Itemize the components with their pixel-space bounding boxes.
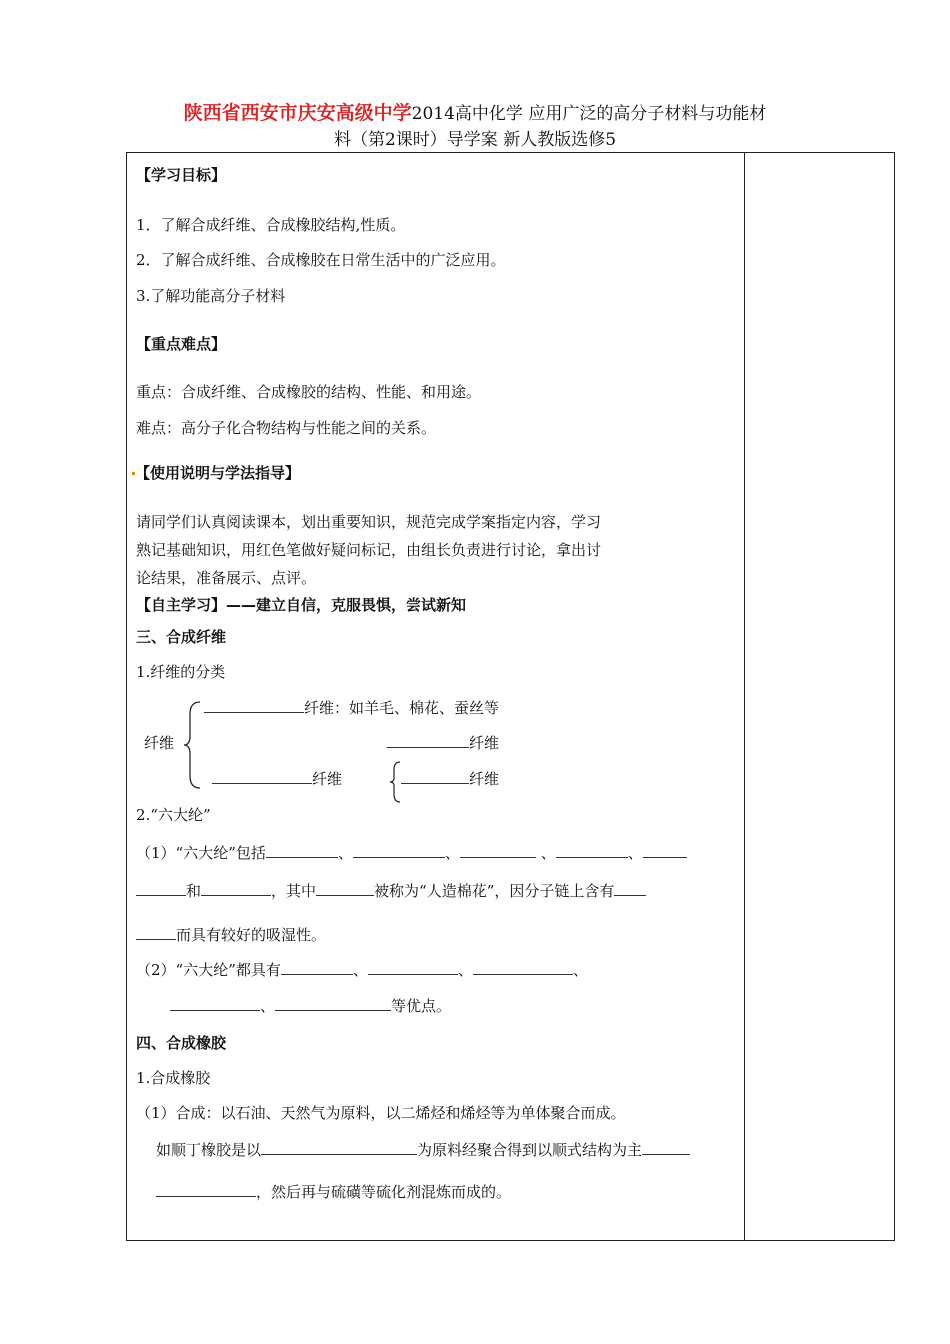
blank[interactable] bbox=[643, 843, 687, 858]
blank[interactable] bbox=[401, 769, 469, 784]
fiber-label: 纤维 bbox=[144, 734, 175, 752]
blank[interactable] bbox=[353, 843, 445, 858]
blank[interactable] bbox=[136, 881, 186, 896]
key-focus: 重点：合成纤维、合成橡胶的结构、性能、和用途。 bbox=[136, 383, 482, 401]
fiber-branch-2: 纤维 bbox=[387, 733, 499, 753]
six-lun-q1-line1: （1）“六大纶”包括 、 、 、 、 bbox=[136, 843, 687, 863]
fiber-branch-1: 纤维：如羊毛、棉花、蚕丝等 bbox=[204, 698, 499, 718]
section4-heading: 四、合成橡胶 bbox=[136, 1034, 227, 1052]
blank[interactable] bbox=[473, 960, 573, 975]
six-lun-q2-line2: 、 等优点。 bbox=[170, 996, 451, 1016]
usage-line-2: 熟记基础知识，用红色笔做好疑问标记，由组长负责进行讨论，拿出讨 bbox=[136, 541, 602, 559]
page-title bbox=[120, 100, 830, 153]
blank[interactable] bbox=[275, 996, 391, 1011]
usage-heading: 【使用说明与学法指导】 bbox=[132, 463, 300, 483]
small-brace-icon bbox=[388, 760, 402, 804]
goal-item-1: 1．了解合成纤维、合成橡胶结构,性质。 bbox=[136, 216, 406, 234]
usage-line-1: 请同学们认真阅读课本，划出重要知识，规范完成学案指定内容，学习 bbox=[136, 513, 602, 531]
blank[interactable] bbox=[460, 843, 536, 858]
blank[interactable] bbox=[201, 881, 271, 896]
blank[interactable] bbox=[614, 881, 646, 896]
six-lun-title: 2.“六大纶” bbox=[136, 806, 211, 824]
blank[interactable] bbox=[368, 960, 458, 975]
self-study-heading: 【自主学习】——建立自信，克服畏惧，尝试新知 bbox=[136, 596, 467, 614]
six-lun-q2-line1: （2）“六大纶”都具有 、 、 、 bbox=[136, 961, 588, 979]
blank[interactable] bbox=[156, 1182, 256, 1197]
blank[interactable] bbox=[170, 996, 260, 1011]
goals-heading: 【学习目标】 bbox=[136, 166, 227, 184]
key-difficulty: 难点：高分子化合物结构与性能之间的关系。 bbox=[136, 419, 437, 437]
title-line2: 料（第2课时）导学案 新人教版选修5 bbox=[333, 130, 617, 150]
rubber-q1: （1）合成：以石油、天然气为原料，以二烯烃和烯烃等为单体聚合而成。 bbox=[136, 1104, 626, 1122]
fiber-branch-4: 纤维 bbox=[401, 769, 499, 789]
section3-heading: 三、合成纤维 bbox=[136, 628, 227, 646]
usage-line-3: 论结果，准备展示、点评。 bbox=[136, 569, 317, 587]
goal-item-2: 2．了解合成纤维、合成橡胶在日常生活中的广泛应用。 bbox=[136, 251, 506, 269]
title-rest: 2014高中化学 应用广泛的高分子材料与功能材 bbox=[411, 104, 767, 124]
blank[interactable] bbox=[316, 881, 374, 896]
rubber-q2-line2: ，然后再与硫磺等硫化剂混炼而成的。 bbox=[156, 1182, 511, 1202]
blank[interactable] bbox=[556, 843, 628, 858]
title-school: 陕西省西安市庆安高级中学 bbox=[183, 102, 412, 124]
content-table bbox=[126, 152, 895, 1241]
blank[interactable] bbox=[136, 925, 176, 940]
rubber-q2-line1: 如顺丁橡胶是以 为原料经聚合得到以顺式结构为主 bbox=[156, 1140, 690, 1160]
six-lun-q1-line3: 而具有较好的吸湿性。 bbox=[136, 925, 326, 945]
fiber-branch-3: 纤维 bbox=[212, 769, 342, 789]
key-heading: 【重点难点】 bbox=[136, 335, 227, 353]
table-divider bbox=[744, 152, 745, 1241]
blank[interactable] bbox=[261, 1140, 417, 1155]
big-brace-icon bbox=[182, 700, 204, 790]
six-lun-q1-line2: 和 ，其中 被称为“人造棉花”，因分子链上含有 bbox=[136, 881, 646, 901]
blank[interactable] bbox=[204, 698, 304, 713]
goal-item-3: 3.了解功能高分子材料 bbox=[136, 287, 286, 305]
rubber-title: 1.合成橡胶 bbox=[136, 1069, 211, 1087]
blank[interactable] bbox=[266, 843, 338, 858]
fiber-classification-title: 1.纤维的分类 bbox=[136, 663, 226, 681]
blank[interactable] bbox=[212, 769, 312, 784]
blank[interactable] bbox=[387, 733, 469, 748]
blank[interactable] bbox=[642, 1140, 690, 1155]
blank[interactable] bbox=[281, 960, 353, 975]
